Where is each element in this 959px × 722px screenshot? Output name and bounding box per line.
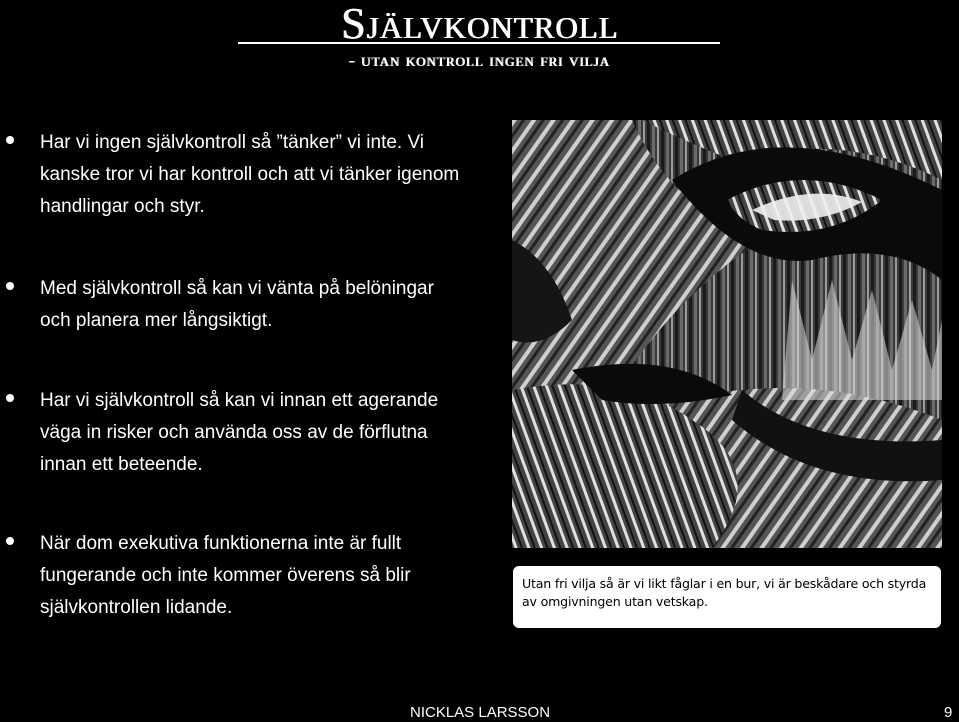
slide-title: Självkontroll — [340, 0, 619, 48]
page-number: 9 — [944, 704, 953, 721]
bullet-dot-icon — [6, 136, 14, 144]
bullet-dot-icon — [6, 394, 14, 402]
bullet-text: Har vi ingen självkontroll så ”tänker” vi inte. Vi kanske tror vi har kontroll och att vi tänker igenom handlingar och styr. — [40, 132, 460, 217]
image-caption-box — [513, 566, 941, 628]
footer-author: NICKLAS LARSSON — [410, 704, 551, 721]
bullet-dot-icon — [6, 537, 14, 545]
title-underline — [238, 42, 720, 44]
bullet-dot-icon — [6, 282, 14, 290]
slide-subtitle: - utan kontroll ingen fri vilja — [348, 50, 610, 70]
bullet-text: Har vi självkontroll så kan vi innan ett agerande väga in risker och använda oss av de förflutna innan ett beteende. — [40, 390, 439, 475]
bullet-text: När dom exekutiva funktionerna inte är fullt fungerande och inte kommer överens så blir självkontrollen lidande. — [40, 533, 411, 618]
abstract-painting-image — [512, 120, 942, 548]
bullet-text: Med självkontroll så kan vi vänta på belöningar och planera mer långsiktigt. — [40, 278, 434, 331]
image-caption: Utan fri vilja så är vi likt fåglar i en bur, vi är beskådare och styrda av omgivningen utan vetskap. — [522, 576, 927, 609]
